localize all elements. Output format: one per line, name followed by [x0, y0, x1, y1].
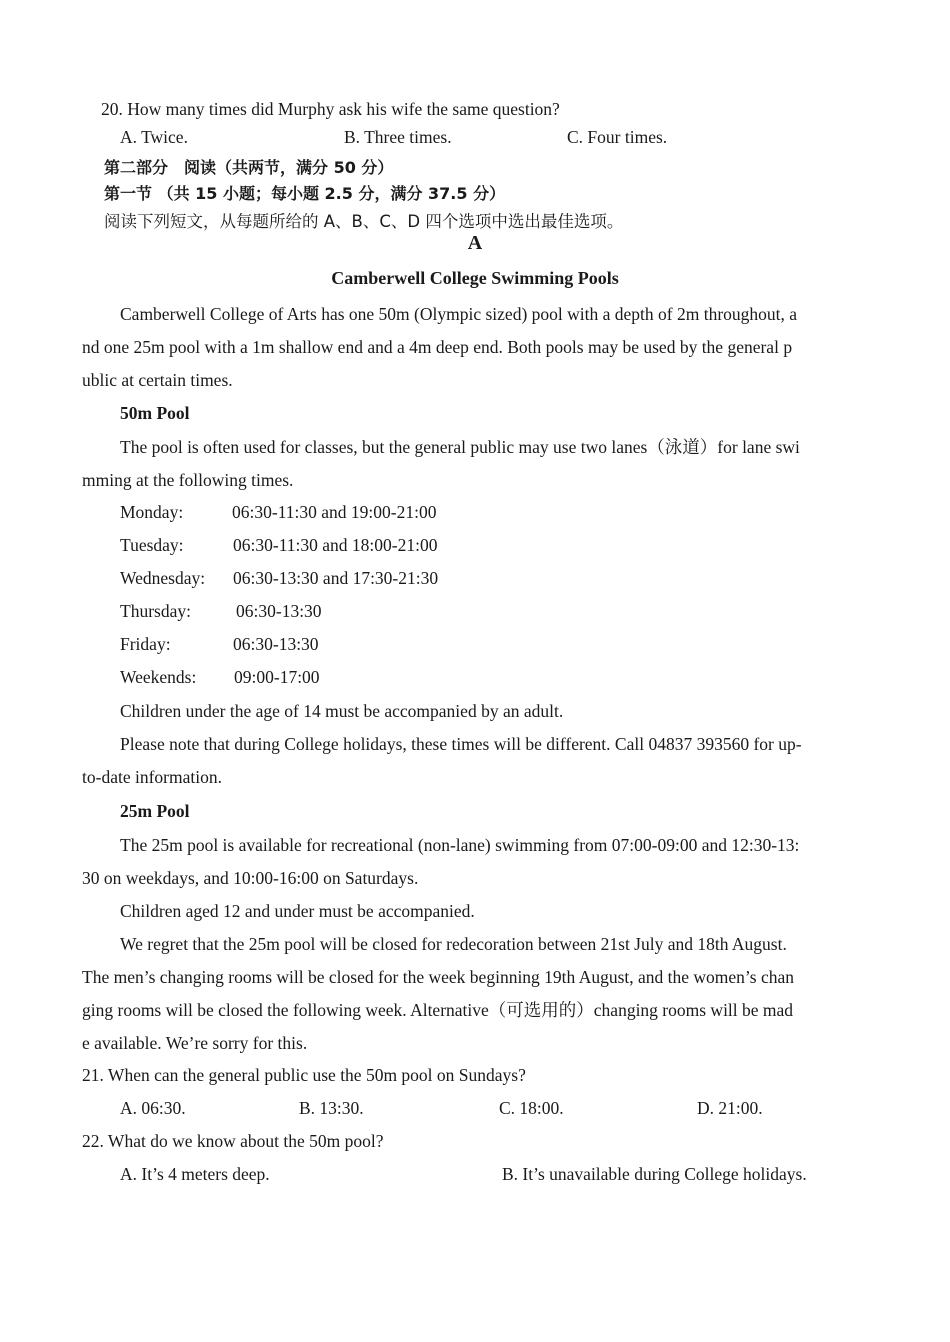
schedule-time: 06:30-13:30 and 17:30-21:30 — [233, 568, 439, 588]
pool50-holiday-line-2: to-date information. — [82, 767, 222, 787]
closure-line-2: The men’s changing rooms will be closed for the week beginning 19th August, and the women’s chan — [82, 967, 795, 987]
schedule-day: Friday: — [120, 634, 171, 654]
section1-heading: 第一节 （共 15 小题；每小题 2.5 分，满分 37.5 分） — [104, 184, 506, 203]
part2-heading: 第二部分 阅读（共两节，满分 50 分） — [104, 158, 394, 177]
pool25-children-note: Children aged 12 and under must be accompanied. — [120, 901, 475, 921]
passage-title: Camberwell College Swimming Pools — [331, 268, 619, 288]
closure-line-4: e available. We’re sorry for this. — [82, 1033, 308, 1053]
pool50-desc-line-1: The pool is often used for classes, but the general public may use two lanes（泳道）for lane swi — [120, 437, 800, 457]
pool50-holiday-line-1: Please note that during College holidays, these times will be different. Call 04837 393560 for up- — [120, 734, 802, 754]
q21-option-b: B. 13:30. — [299, 1098, 364, 1118]
question-22: 22. What do we know about the 50m pool? — [82, 1131, 384, 1151]
schedule-day: Thursday: — [120, 601, 191, 621]
passage-letter: A — [467, 232, 483, 254]
schedule-row-weekends — [0, 667, 950, 689]
schedule-time: 06:30-13:30 — [233, 634, 319, 654]
schedule-time: 06:30-11:30 and 19:00-21:00 — [232, 502, 437, 522]
intro-line-1: Camberwell College of Arts has one 50m (Olympic sized) pool with a depth of 2m throughout, a — [120, 304, 798, 324]
intro-line-2: nd one 25m pool with a 1m shallow end and a 4m deep end. Both pools may be used by the general p — [82, 337, 793, 357]
schedule-time: 06:30-11:30 and 18:00-21:00 — [233, 535, 438, 555]
q22-option-a: A. It’s 4 meters deep. — [120, 1164, 270, 1184]
question-21: 21. When can the general public use the 50m pool on Sundays? — [82, 1065, 526, 1085]
intro-line-3: ublic at certain times. — [82, 370, 233, 390]
schedule-day: Monday: — [120, 502, 184, 522]
pool50-desc-line-2: mming at the following times. — [82, 470, 294, 490]
closure-line-3: ging rooms will be closed the following week. Alternative（可选用的）changing rooms will be mad — [82, 1000, 794, 1020]
pool50-heading: 50m Pool — [120, 403, 190, 423]
q21-option-a: A. 06:30. — [120, 1098, 186, 1118]
schedule-row-monday — [0, 502, 950, 524]
schedule-day: Weekends: — [120, 667, 197, 687]
schedule-row-tuesday — [0, 535, 950, 557]
reading-instruction: 阅读下列短文，从每题所给的 A、B、C、D 四个选项中选出最佳选项。 — [104, 212, 624, 231]
schedule-row-thursday — [0, 601, 950, 623]
pool50-children-note: Children under the age of 14 must be accompanied by an adult. — [120, 701, 564, 721]
schedule-time: 09:00-17:00 — [234, 667, 320, 687]
q20-option-a: A. Twice. — [120, 127, 188, 147]
schedule-day: Wednesday: — [120, 568, 206, 588]
q21-option-c: C. 18:00. — [499, 1098, 564, 1118]
pool25-desc-line-2: 30 on weekdays, and 10:00-16:00 on Saturdays. — [82, 868, 419, 888]
pool25-heading: 25m Pool — [120, 801, 190, 821]
schedule-row-wednesday — [0, 568, 950, 590]
pool25-desc-line-1: The 25m pool is available for recreational (non-lane) swimming from 07:00-09:00 and 12:30-13: — [120, 835, 800, 855]
q22-option-b: B. It’s unavailable during College holidays. — [502, 1164, 807, 1184]
closure-line-1: We regret that the 25m pool will be closed for redecoration between 21st July and 18th August. — [120, 934, 787, 954]
q20-option-c: C. Four times. — [567, 127, 668, 147]
schedule-time: 06:30-13:30 — [236, 601, 322, 621]
schedule-day: Tuesday: — [120, 535, 184, 555]
schedule-row-friday — [0, 634, 950, 656]
question-20: 20. How many times did Murphy ask his wife the same question? — [101, 99, 560, 119]
q21-option-d: D. 21:00. — [697, 1098, 763, 1118]
q20-option-b: B. Three times. — [344, 127, 452, 147]
